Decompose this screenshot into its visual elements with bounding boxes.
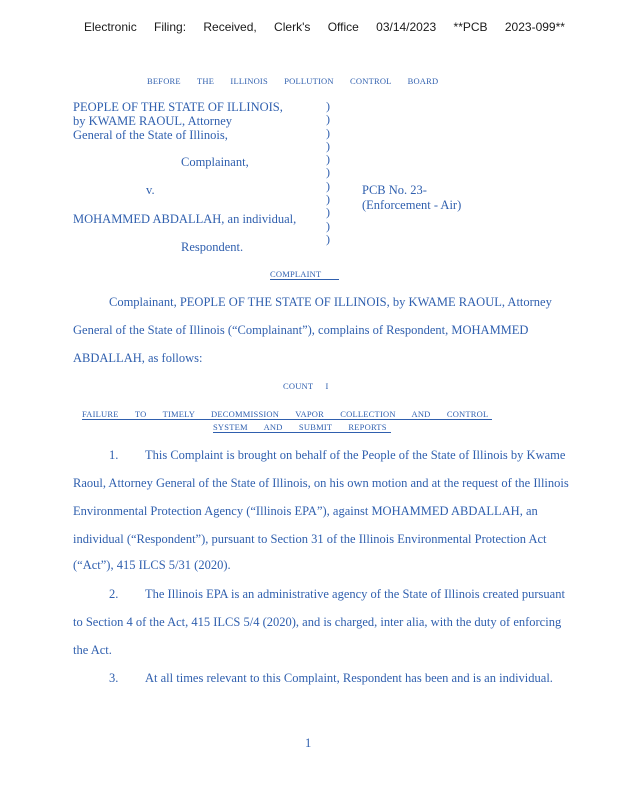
paragraph-1-line: This Complaint is brought on behalf of the People of the State of Illinois by Kwame bbox=[145, 448, 566, 462]
paragraph-2-line: to Section 4 of the Act, 415 ILCS 5/4 (2020), and is charged, inter alia, with the duty of enforcing bbox=[73, 615, 562, 629]
case-type: (Enforcement - Air) bbox=[362, 198, 462, 212]
paragraph-1-line: Environmental Protection Agency (“Illinois EPA”), against MOHAMMED ABDALLAH, an bbox=[73, 504, 538, 518]
count-title: COUNT I bbox=[283, 381, 329, 391]
page-number: 1 bbox=[305, 736, 312, 750]
paragraph-number: 2. bbox=[109, 587, 119, 601]
plaintiff-line-2: by KWAME RAOUL, Attorney bbox=[73, 114, 233, 128]
filing-stamp: Electronic Filing: Received, Clerk's Office 03/14/2023 **PCB 2023-099** bbox=[84, 20, 565, 34]
paren: ) bbox=[326, 205, 330, 220]
versus: v. bbox=[146, 183, 155, 197]
paren: ) bbox=[326, 218, 330, 233]
paragraph-2-line: the Act. bbox=[73, 643, 112, 657]
paren: ) bbox=[326, 152, 330, 167]
paragraph-3-line: At all times relevant to this Complaint, Respondent has been and is an individual. bbox=[145, 671, 553, 685]
intro-line-1: Complainant, PEOPLE OF THE STATE OF ILLINOIS, by KWAME RAOUL, Attorney bbox=[109, 295, 552, 309]
count-subtitle-line-2: SYSTEM AND SUBMIT REPORTS bbox=[213, 422, 391, 433]
paragraph-1-line: Raoul, Attorney General of the State of Illinois, on his own motion and at the request of the Illinois bbox=[73, 476, 569, 490]
complaint-heading: COMPLAINT bbox=[270, 269, 339, 280]
paren: ) bbox=[326, 99, 330, 113]
complainant-label: Complainant, bbox=[181, 155, 249, 169]
case-number: PCB No. 23- bbox=[362, 183, 427, 197]
defendant-name: MOHAMMED ABDALLAH, an individual, bbox=[73, 212, 297, 226]
paren: ) bbox=[326, 112, 330, 127]
intro-line-2: General of the State of Illinois (“Complainant”), complains of Respondent, MOHAMMED bbox=[73, 323, 529, 337]
paragraph-number: 3. bbox=[109, 671, 119, 685]
paragraph-2-line: The Illinois EPA is an administrative agency of the State of Illinois created pursuant bbox=[145, 587, 565, 601]
respondent-label: Respondent. bbox=[181, 240, 244, 254]
paren: ) bbox=[326, 138, 330, 153]
paren: ) bbox=[326, 178, 330, 193]
paragraph-1-line: individual (“Respondent”), pursuant to Section 31 of the Illinois Environmental Protection Act bbox=[73, 532, 547, 546]
intro-line-3: ABDALLAH, as follows: bbox=[73, 351, 203, 365]
plaintiff-line-3: General of the State of Illinois, bbox=[73, 128, 228, 142]
paragraph-1-line: (“Act”), 415 ILCS 5/31 (2020). bbox=[73, 558, 231, 572]
paren: ) bbox=[326, 192, 330, 207]
caption-parentheses bbox=[326, 100, 330, 246]
board-title: BEFORE THE ILLINOIS POLLUTION CONTROL BOARD bbox=[147, 76, 439, 86]
paren: ) bbox=[326, 125, 330, 140]
paren: ) bbox=[326, 165, 330, 180]
count-subtitle-line-1: FAILURE TO TIMELY DECOMMISSION VAPOR COLLECTION AND CONTROL bbox=[82, 409, 492, 420]
paragraph-number: 1. bbox=[109, 448, 119, 462]
plaintiff-line-1: PEOPLE OF THE STATE OF ILLINOIS, bbox=[73, 100, 283, 114]
paren: ) bbox=[326, 231, 330, 246]
